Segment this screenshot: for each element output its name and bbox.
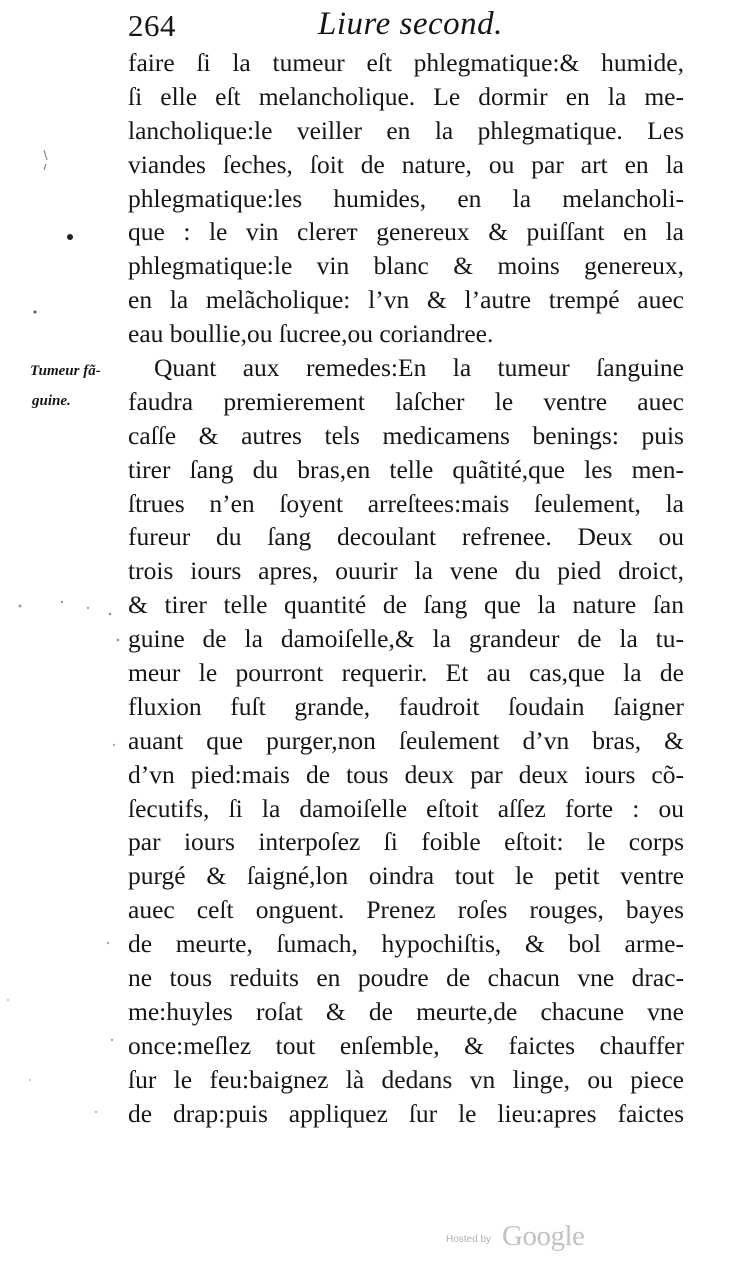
text-line: & tirer telle quantité de ſang que la nature ſan — [128, 590, 684, 620]
text-line: Quant aux remedes:En la tumeur ſanguine — [154, 353, 684, 383]
text-line: trois iours apres, ouurir la vene du pied droict, — [128, 556, 684, 586]
text-line: ſecutifs, ſi la damoiſelle eſtoit aſſez forte : ou — [128, 793, 684, 823]
google-logo: Google — [502, 1220, 585, 1252]
text-line: eau boullie,ou ſucree,ou coriandree. — [128, 319, 494, 349]
text-line: ſi elle eſt melancholique. Le dormir en la me- — [128, 81, 684, 111]
text-line: caſſe & autres tels medicamens benings: puis — [128, 420, 684, 450]
text-line: fluxion fuſt grande, faudroit ſoudain ſaigner — [128, 691, 684, 721]
text-line: phlegmatique:les humides, en la melancholi- — [128, 183, 684, 213]
running-head: Liure second. — [318, 6, 503, 42]
text-line: en la melãcholique: l’vn & l’autre trempé auec — [128, 285, 684, 315]
text-line: faire ſi la tumeur eſt phlegmatique:& humide, — [128, 48, 684, 77]
text-line: meur le pourront requerir. Et au cas,que la de — [128, 658, 684, 688]
margin-note-line: Tumeur fã- — [30, 363, 101, 379]
text-line: ſur le feu:baignez là dedans vn linge, ou piece — [128, 1064, 684, 1094]
text-line: guine de la damoiſelle,& la grandeur de la tu- — [128, 624, 684, 654]
text-line: ne tous reduits en poudre de chacun vne drac- — [128, 963, 684, 993]
text-line: ſtrues n’en ſoyent arreſtees:mais ſeulement, la — [128, 488, 684, 518]
text-line: fureur du ſang decoulant refrenee. Deux ou — [128, 522, 684, 552]
page-header — [128, 6, 528, 42]
body-text — [128, 46, 684, 1131]
text-line: de meurte, ſumach, hypochiſtis, & bol arme- — [128, 929, 684, 959]
text-line: phlegmatique:le vin blanc & moins genereux, — [128, 251, 684, 281]
text-line: d’vn pied:mais de tous deux par deux iours cõ- — [128, 759, 684, 789]
text-line: lancholique:le veiller en la phlegmatique. Les — [128, 115, 684, 145]
text-line: de drap:puis appliquez ſur le lieu:apres faictes — [128, 1098, 684, 1128]
google-watermark — [446, 1220, 606, 1260]
text-line: viandes ſeches, ſoit de nature, ou par art en la — [128, 149, 684, 179]
hosted-by-text: Hosted by — [446, 1234, 492, 1245]
margin-note-line: guine. — [32, 393, 71, 409]
text-line: auant que purger,non ſeulement d’vn bras, & — [128, 725, 684, 755]
text-line: once:meſlez tout enſemble, & faictes chauffer — [128, 1030, 684, 1060]
margin-note — [30, 356, 130, 416]
text-line: par iours interpoſez ſi foible eſtoit: le corps — [128, 827, 684, 857]
text-line: me:huyles roſat & de meurte,de chacune vne — [128, 996, 684, 1026]
text-line: auec ceſt onguent. Prenez roſes rouges, bayes — [128, 895, 684, 925]
text-line: tirer ſang du bras,en telle quãtité,que les men- — [128, 454, 684, 484]
text-line: purgé & ſaigné,lon oindra tout le petit ventre — [128, 861, 684, 891]
page-number: 264 — [128, 8, 176, 43]
text-line: faudra premierement laſcher le ventre auec — [128, 386, 684, 416]
text-line: que : le vin clerет genereux & puiſſant en la — [128, 217, 684, 247]
